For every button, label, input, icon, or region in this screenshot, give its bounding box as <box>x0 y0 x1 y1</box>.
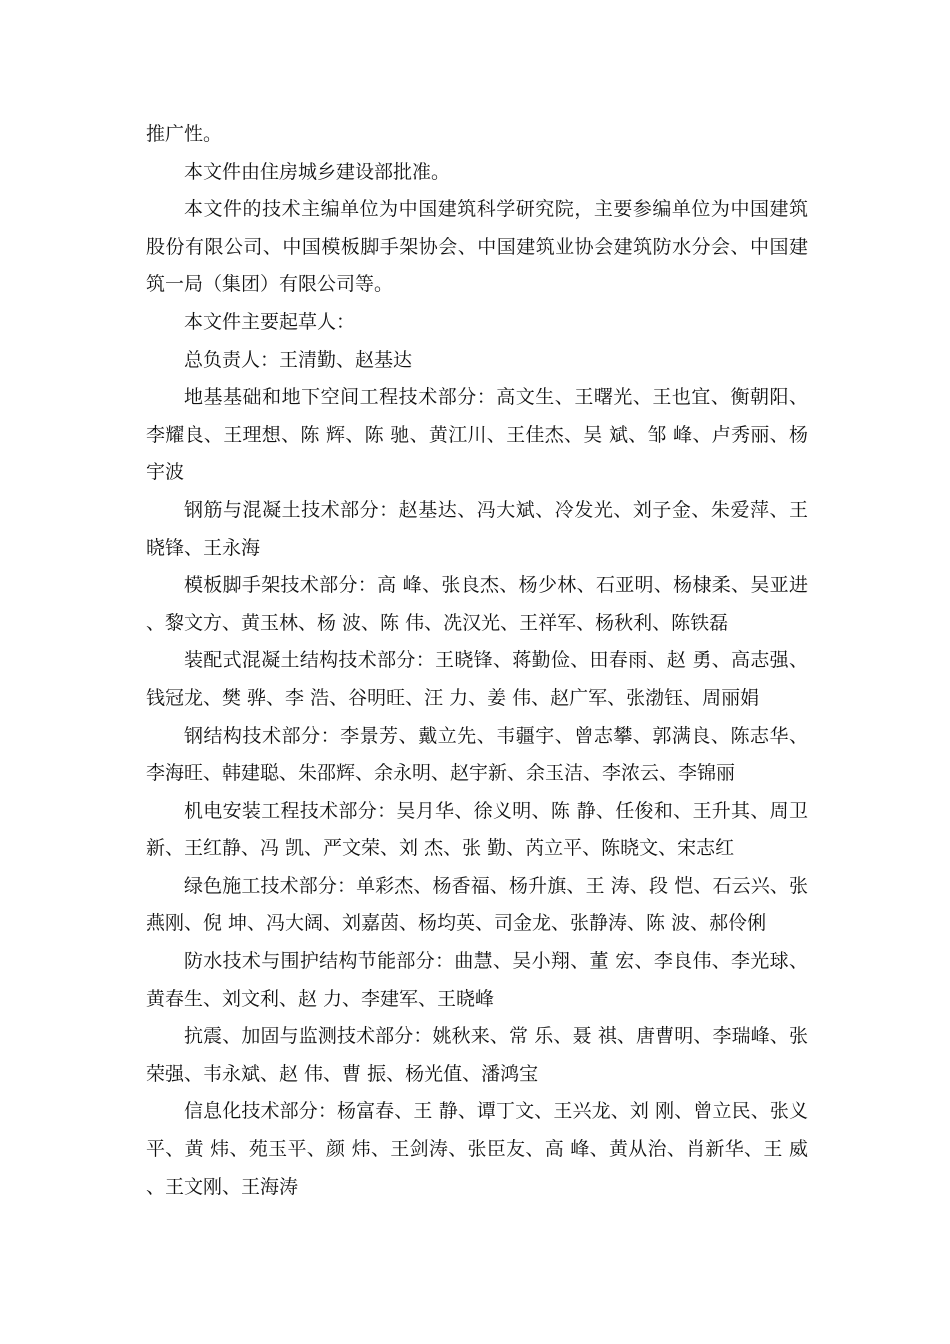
paragraph-seismic: 抗震、加固与监测技术部分：姚秋来、常 乐、聂 祺、唐曹明、李瑞峰、张荣强、韦永斌、赵 伟、曹 振、杨光值、潘鸿宝 <box>146 1025 808 1085</box>
paragraph-waterproof: 防水技术与围护结构节能部分：曲慧、吴小翔、董 宏、李良伟、李光球、黄春生、刘文利、赵 力、李建军、王晓峰 <box>146 950 808 1010</box>
document-body <box>146 116 808 1206</box>
paragraph-drafters-heading: 本文件主要起草人： <box>184 310 356 333</box>
paragraph-general-lead: 总负责人：王清勤、赵基达 <box>184 348 413 371</box>
paragraph-mep: 机电安装工程技术部分：吴月华、徐义明、陈 静、任俊和、王升其、周卫新、王红静、冯 凯、严文荣、刘 杰、张 勤、芮立平、陈晓文、宋志红 <box>146 799 808 860</box>
paragraph-approval: 本文件由住房城乡建设部批准。 <box>184 160 451 183</box>
paragraph-prefab: 装配式混凝土结构技术部分：王晓锋、蒋勤俭、田春雨、赵 勇、高志强、钱冠龙、樊 骅、李 浩、谷明旺、汪 力、姜 伟、赵广军、张渤钰、周丽娟 <box>146 649 808 709</box>
paragraph-editors: 本文件的技术主编单位为中国建筑科学研究院，主要参编单位为中国建筑股份有限公司、中国模板脚手架协会、中国建筑业协会建筑防水分会、中国建筑一局（集团）有限公司等。 <box>146 198 808 296</box>
paragraph-continuation: 推广性。 <box>146 123 223 145</box>
paragraph-it: 信息化技术部分：杨富春、王 静、谭丁文、王兴龙、刘 刚、曾立民、张义平、黄 炜、苑玉平、颜 炜、王剑涛、张臣友、高 峰、黄从治、肖新华、王 威、王文刚、王海涛 <box>146 1100 808 1198</box>
paragraph-foundation: 地基基础和地下空间工程技术部分：高文生、王曙光、王也宜、衡朝阳、李耀良、王理想、陈 辉、陈 驰、黄江川、王佳杰、吴 斌、邹 峰、卢秀丽、杨宇波 <box>146 386 808 484</box>
paragraph-concrete: 钢筋与混凝土技术部分：赵基达、冯大斌、冷发光、刘子金、朱爱萍、王晓锋、王永海 <box>146 498 808 559</box>
paragraph-green: 绿色施工技术部分：单彩杰、杨香福、杨升旗、王 涛、段 恺、石云兴、张燕刚、倪 坤、冯大阔、刘嘉茵、杨均英、司金龙、张静涛、陈 波、郝伶俐 <box>146 874 808 935</box>
paragraph-steel: 钢结构技术部分：李景芳、戴立先、韦疆宇、曾志攀、郭满良、陈志华、李海旺、韩建聪、朱邵辉、余永明、赵宇新、余玉洁、李浓云、李锦丽 <box>146 724 808 785</box>
paragraph-formwork: 模板脚手架技术部分：高 峰、张良杰、杨少林、石亚明、杨棣柔、吴亚进、黎文方、黄玉林、杨 波、陈 伟、冼汉光、王祥军、杨秋利、陈铁磊 <box>146 574 808 634</box>
